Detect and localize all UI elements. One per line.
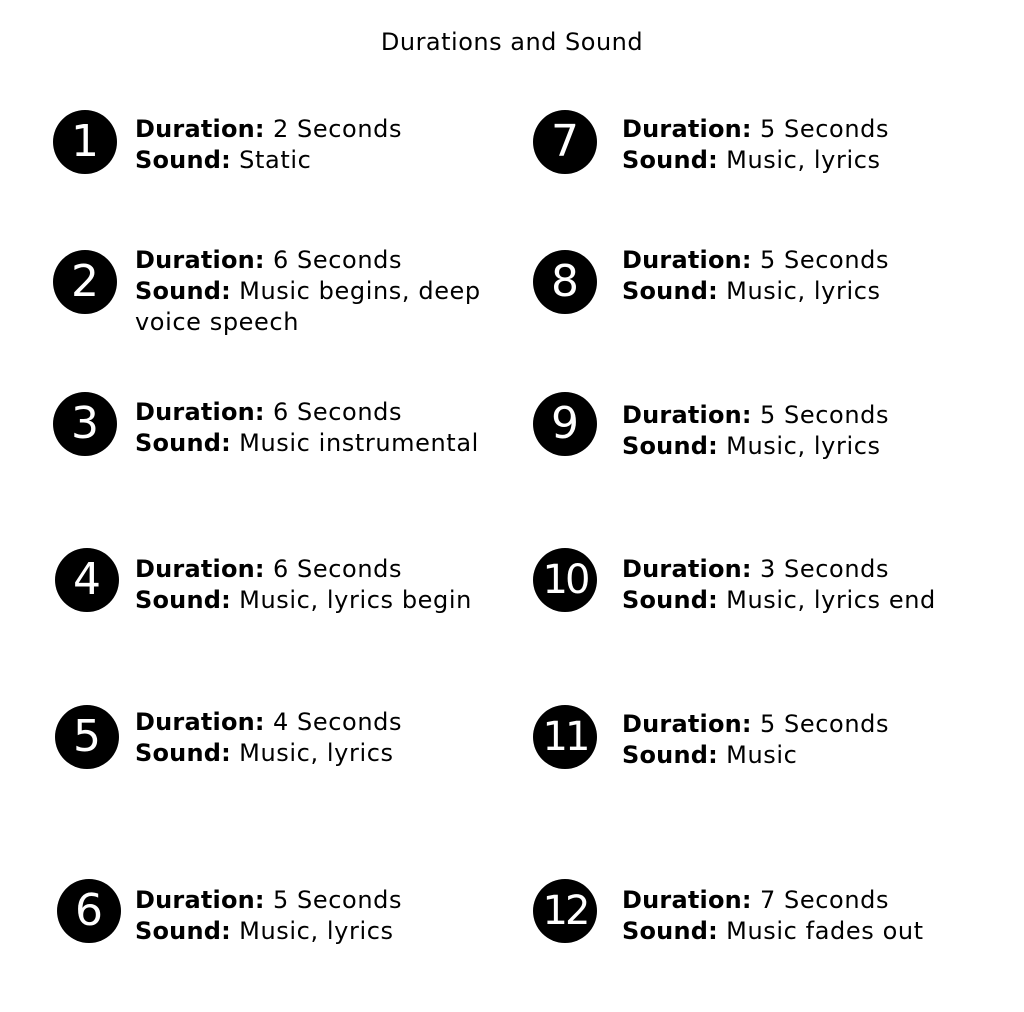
duration-value: 6 Seconds [272,555,403,583]
sound-value: Music, lyrics [726,146,881,174]
duration-line [135,245,485,276]
entry-details [135,554,495,616]
sound-value: Music, lyrics [239,917,394,945]
entry-details [622,400,982,462]
sound-line [622,276,982,307]
sound-label: Sound: [135,146,231,174]
duration-label: Duration: [135,246,265,274]
duration-label: Duration: [135,398,265,426]
sound-line [135,738,495,769]
sound-label: Sound: [622,741,718,769]
entry-details [135,707,495,769]
number-badge: 1 [53,110,117,174]
sound-label: Sound: [135,429,231,457]
duration-label: Duration: [622,115,752,143]
number-badge: 12 [533,879,597,943]
sound-line [622,585,1024,616]
sound-value: Music, lyrics begin [239,586,472,614]
sound-line [622,740,982,771]
number-badge: 11 [533,705,597,769]
sound-value: Music [726,741,798,769]
duration-value: 7 Seconds [759,886,890,914]
duration-label: Duration: [622,886,752,914]
sound-label: Sound: [622,586,718,614]
sound-label: Sound: [622,917,718,945]
duration-value: 5 Seconds [272,886,403,914]
number-badge: 3 [53,392,117,456]
duration-value: 6 Seconds [272,398,403,426]
duration-label: Duration: [622,401,752,429]
sound-label: Sound: [135,739,231,767]
sound-line [135,585,495,616]
duration-label: Duration: [622,246,752,274]
duration-line [622,114,982,145]
duration-line [135,707,495,738]
page-title: Durations and Sound [380,28,644,56]
duration-line [622,400,982,431]
duration-value: 3 Seconds [759,555,890,583]
sound-label: Sound: [622,146,718,174]
entry-details [135,885,495,947]
number-badge: 7 [533,110,597,174]
sound-label: Sound: [135,277,231,305]
sound-value: Music, lyrics end [726,586,936,614]
number-badge: 8 [533,250,597,314]
entry-details [622,554,1024,616]
duration-label: Duration: [622,710,752,738]
duration-value: 6 Seconds [272,246,403,274]
duration-label: Duration: [135,115,265,143]
number-badge: 4 [55,548,119,612]
duration-value: 4 Seconds [272,708,403,736]
duration-line [622,554,1024,585]
duration-label: Duration: [135,555,265,583]
duration-line [135,554,495,585]
sound-line [622,145,982,176]
entry-details [622,245,982,307]
sound-label: Sound: [135,586,231,614]
number-badge: 5 [55,705,119,769]
duration-line [135,397,495,428]
number-badge: 10 [533,548,597,612]
sound-line [135,145,495,176]
entry-details [135,397,495,459]
duration-label: Duration: [135,708,265,736]
sound-line [135,428,495,459]
duration-value: 5 Seconds [759,246,890,274]
sound-line [622,916,1022,947]
duration-value: 2 Seconds [272,115,403,143]
sound-value: Music, lyrics [726,432,881,460]
sound-line [622,431,982,462]
duration-line [135,885,495,916]
sound-value: Static [239,146,312,174]
sound-label: Sound: [622,432,718,460]
entry-details [622,709,982,771]
sound-label: Sound: [135,917,231,945]
sound-value: Music begins, deep voice speech [135,277,481,336]
sound-value: Music, lyrics [239,739,394,767]
number-badge: 2 [53,250,117,314]
sound-value: Music instrumental [239,429,479,457]
duration-line [622,245,982,276]
duration-line [622,709,982,740]
sound-line [135,276,485,338]
number-badge: 6 [57,879,121,943]
entry-details [622,114,982,176]
duration-label: Duration: [622,555,752,583]
sound-value: Music fades out [726,917,924,945]
duration-line [622,885,1022,916]
sound-label: Sound: [622,277,718,305]
duration-line [135,114,495,145]
number-badge: 9 [533,392,597,456]
duration-value: 5 Seconds [759,115,890,143]
duration-value: 5 Seconds [759,710,890,738]
entry-details [135,114,495,176]
sound-value: Music, lyrics [726,277,881,305]
duration-label: Duration: [135,886,265,914]
entry-details [135,245,485,338]
duration-value: 5 Seconds [759,401,890,429]
entry-details [622,885,1022,947]
sound-line [135,916,495,947]
